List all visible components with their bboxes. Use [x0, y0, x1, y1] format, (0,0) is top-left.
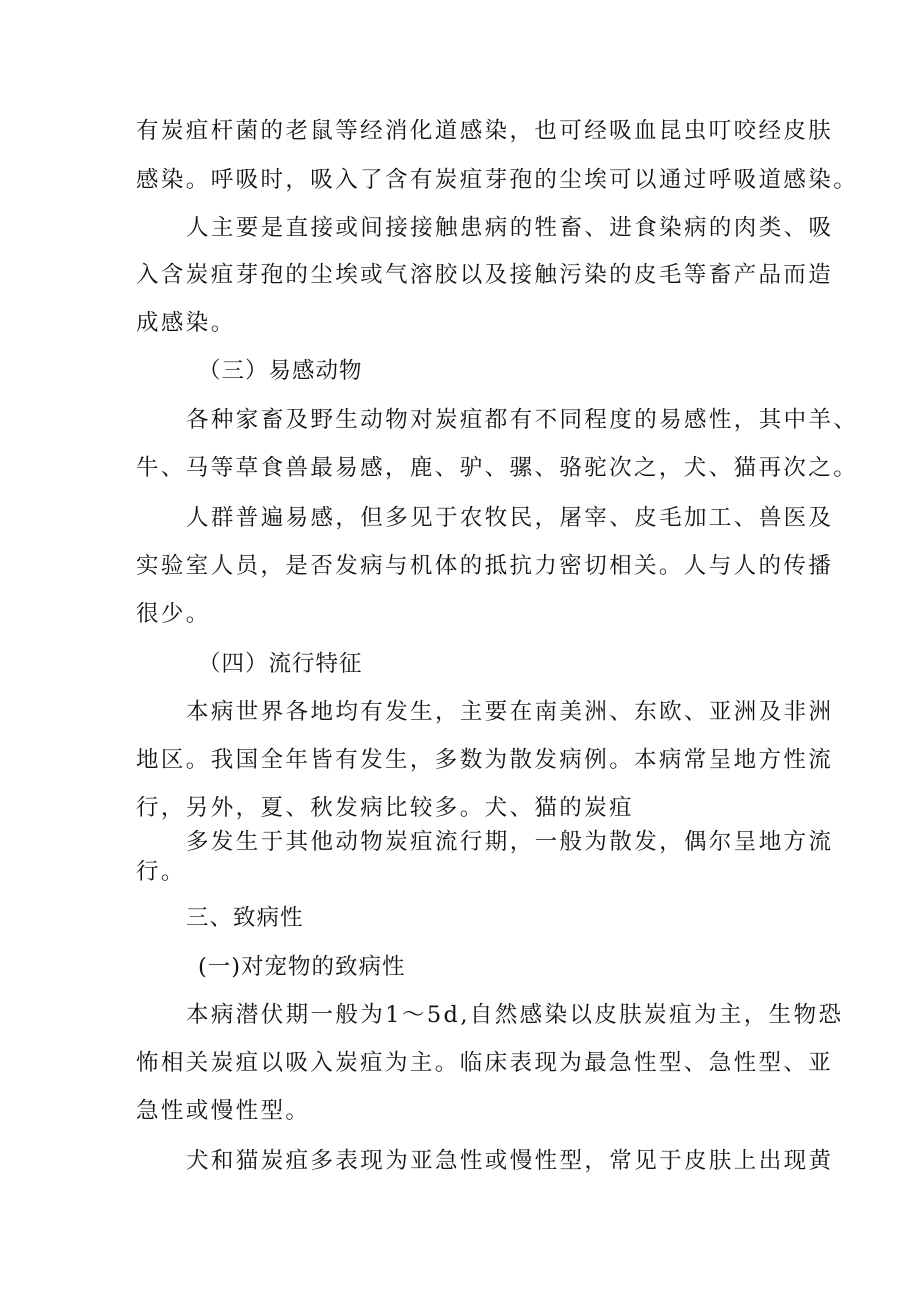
text-line: 各种家畜及野生动物对炭疽都有不同程度的易感性，其中羊、: [186, 407, 859, 433]
text-line: 实验室人员，是否发病与机体的抵抗力密切相关。人与人的传播: [136, 553, 834, 579]
text-line: 入含炭疽芽孢的尘埃或气溶胶以及接触污染的皮毛等畜产品而造: [136, 262, 834, 288]
text-line: 犬和猫炭疽多表现为亚急性或慢性型，常见于皮肤上出现黄: [186, 1148, 834, 1174]
text-line: 本病世界各地均有发生，主要在南美洲、东欧、亚洲及非洲: [186, 699, 834, 725]
text-line: 怖相关炭疽以吸入炭疽为主。临床表现为最急性型、急性型、亚: [136, 1050, 834, 1076]
text-line: 行。: [136, 859, 186, 885]
section-heading: 三、致病性: [186, 905, 304, 931]
text-line: 很少。: [136, 601, 211, 627]
text-line: 地区。我国全年皆有发生，多数为散发病例。本病常呈地方性流: [136, 747, 834, 773]
section-heading: (一)对宠物的致病性: [198, 954, 406, 980]
text-line: 本病潜伏期一般为1～5d,自然感染以皮肤炭疽为主，生物恐: [186, 1002, 844, 1028]
section-heading: （三）易感动物: [198, 358, 363, 384]
text-line: 急性或慢性型。: [136, 1098, 311, 1124]
text-line: 有炭疽杆菌的老鼠等经消化道感染，也可经吸血昆虫叮咬经皮肤: [136, 118, 834, 144]
section-heading: （四）流行特征: [198, 651, 363, 677]
text-line: 成感染。: [136, 310, 236, 336]
text-line: 人群普遍易感，但多见于农牧民，屠宰、皮毛加工、兽医及: [186, 505, 834, 531]
text-line: 感染。呼吸时，吸入了含有炭疽芽孢的尘埃可以通过呼吸道感染。: [136, 167, 859, 193]
text-line: 人主要是直接或间接接触患病的牲畜、进食染病的肉类、吸: [186, 215, 834, 241]
text-line: 多发生于其他动物炭疽流行期，一般为散发，偶尔呈地方流: [186, 829, 834, 855]
text-line: 牛、马等草食兽最易感，鹿、驴、骡、骆驼次之，犬、猫再次之。: [136, 455, 859, 481]
text-line: 行，另外，夏、秋发病比较多。犬、猫的炭疽: [136, 795, 635, 821]
